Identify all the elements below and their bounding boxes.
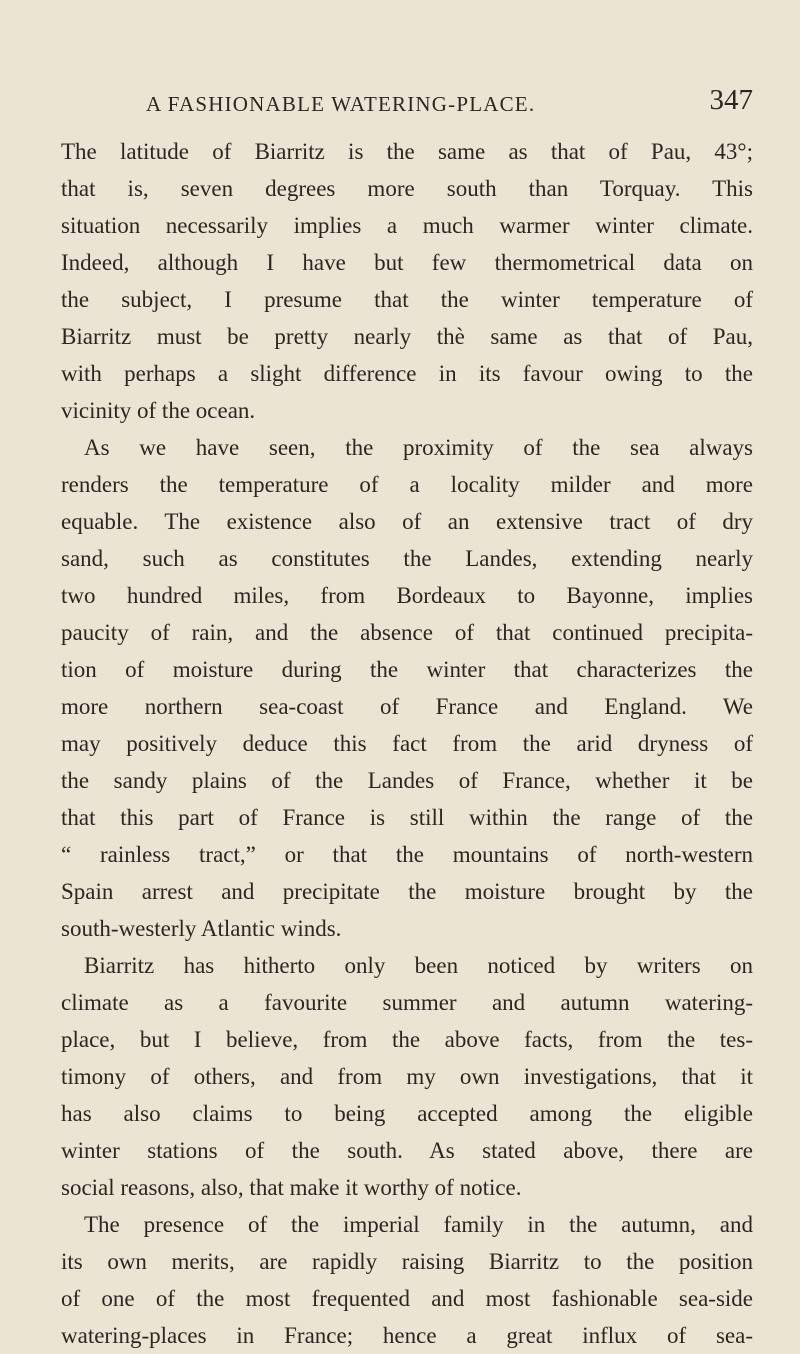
text-line: renders the temperature of a locality milder and more [61,472,753,497]
text-line: has also claims to being accepted among the eligible [61,1101,753,1126]
text-line: of one of the most frequented and most fashionable sea-side [61,1286,753,1311]
text-line: As we have seen, the proximity of the sea always [84,435,753,460]
text-line: its own merits, are rapidly raising Biarritz to the position [61,1249,753,1274]
page-number: 347 [709,84,753,116]
text-line: situation necessarily implies a much warmer winter climate. [61,213,753,238]
text-line: the sandy plains of the Landes of France, whether it be [61,768,753,793]
text-line: vicinity of the ocean. [61,398,256,423]
body-text [61,133,753,1354]
text-line: climate as a favourite summer and autumn watering- [61,990,753,1015]
text-line: The presence of the imperial family in the autumn, and [84,1212,753,1237]
text-line: Indeed, although I have but few thermometrical data on [61,250,753,275]
text-line: more northern sea-coast of France and England. We [61,694,753,719]
text-line: south-westerly Atlantic winds. [61,916,342,941]
text-line: paucity of rain, and the absence of that continued precipita- [61,620,753,645]
text-line: that this part of France is still within the range of the [61,805,753,830]
text-line: the subject, I presume that the winter temperature of [61,287,753,312]
text-line: timony of others, and from my own investigations, that it [61,1064,753,1089]
text-line: watering-places in France; hence a great influx of sea- [61,1323,753,1348]
text-line: Biarritz must be pretty nearly thè same as that of Pau, [61,324,753,349]
text-line: with perhaps a slight difference in its favour owing to the [61,361,753,386]
text-line: social reasons, also, that make it worthy of notice. [61,1175,522,1200]
text-line: sand, such as constitutes the Landes, extending nearly [61,546,753,571]
text-line: equable. The existence also of an extensive tract of dry [61,509,753,534]
text-line: Biarritz has hitherto only been noticed by writers on [84,953,753,978]
text-line: winter stations of the south. As stated above, there are [61,1138,753,1163]
text-line: two hundred miles, from Bordeaux to Bayonne, implies [61,583,753,608]
text-line: tion of moisture during the winter that characterizes the [61,657,753,682]
running-title: A FASHIONABLE WATERING-PLACE. [146,92,536,116]
running-head [50,78,753,118]
text-line: “ rainless tract,” or that the mountains of north-western [61,842,753,867]
text-line: Spain arrest and precipitate the moisture brought by the [61,879,753,904]
text-line: place, but I believe, from the above facts, from the tes- [61,1027,753,1052]
text-line: that is, seven degrees more south than Torquay. This [61,176,753,201]
text-line: may positively deduce this fact from the arid dryness of [61,731,753,756]
text-line: The latitude of Biarritz is the same as that of Pau, 43°; [61,139,753,164]
